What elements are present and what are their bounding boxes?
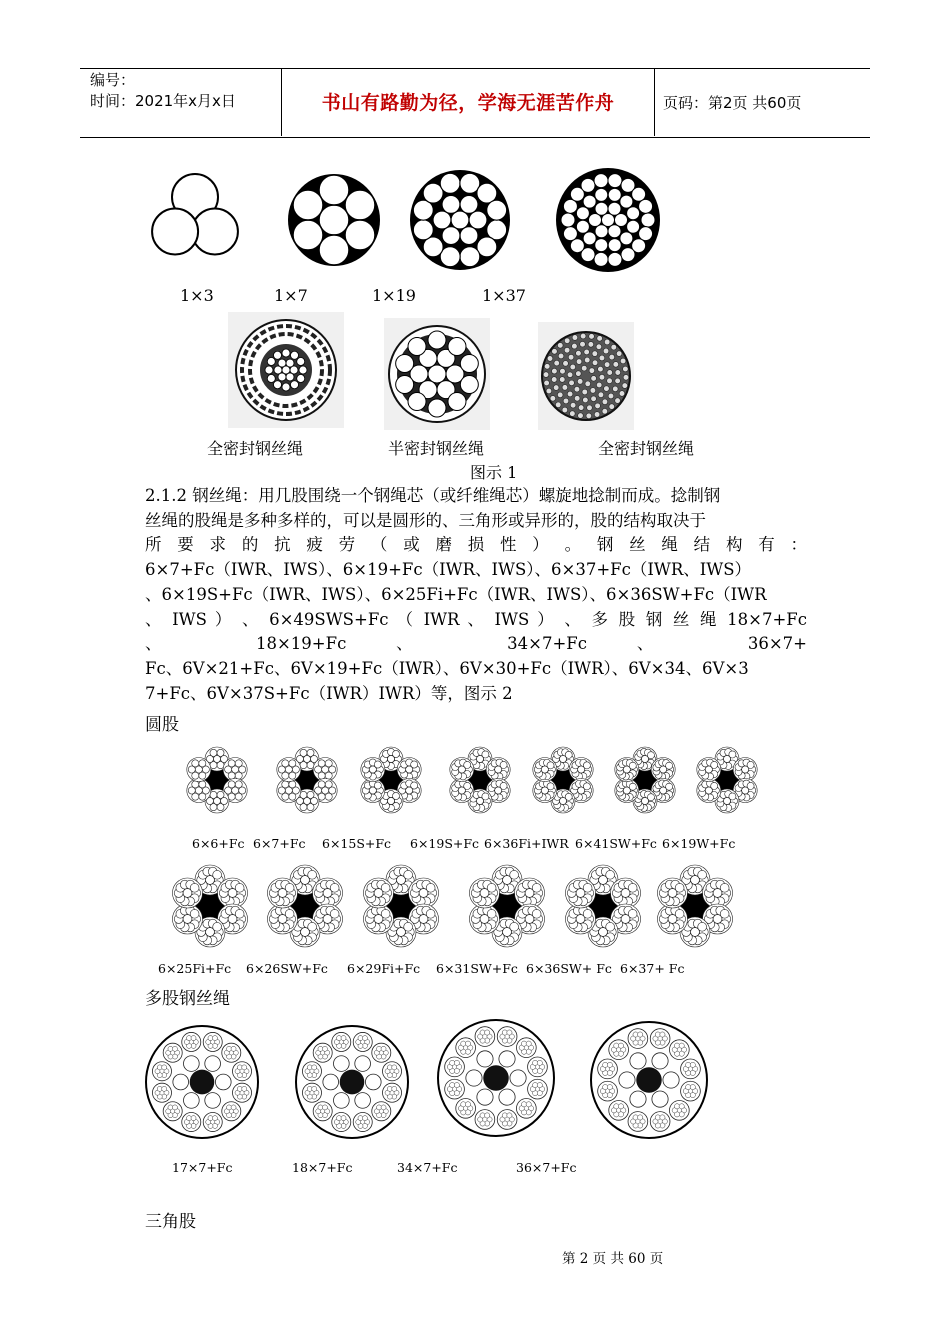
page-footer: 第 2 页 共 60 页 (562, 1251, 664, 1267)
half-sealed-rope-image (384, 318, 490, 430)
paragraph-line: 2.1.2 钢丝绳：用几股围绕一个钢绳芯（或纤维绳芯）螺旋地捻制而成。捻制钢 (145, 486, 721, 505)
figure1-caption: 图示 1 (470, 463, 518, 482)
header-motto: 书山有路勤为径，学海无涯苦作舟 (321, 92, 615, 114)
strand-1x37-diagram (556, 168, 660, 272)
label-1x3: 1×3 (180, 286, 214, 305)
header-divider (654, 68, 655, 136)
label-round-1: 6×6+Fc (192, 836, 245, 851)
label-round-8: 6×25Fi+Fc (158, 961, 232, 976)
label-1x19: 1×19 (372, 286, 416, 305)
label-multi-2: 18×7+Fc (292, 1160, 353, 1175)
paragraph-line: 7+Fc、6V×37S+Fc（IWR）IWR）等，图示 2 (145, 683, 513, 703)
time-label: 时间：2021年x月x日 (90, 92, 236, 110)
label-round-7: 6×19W+Fc (662, 836, 736, 851)
label-round-10: 6×29Fi+Fc (347, 961, 421, 976)
strand-1x7-diagram (288, 174, 380, 266)
paragraph-line: 所 要 求 的 抗 疲 劳 （ 或 磨 损 性 ） 。 钢 丝 绳 结 构 有 ： (145, 535, 807, 555)
label-full-sealed-2: 全密封钢丝绳 (598, 439, 695, 458)
paragraph-line: 、 18×19+Fc 、 34×7+Fc 、 36×7+ (145, 634, 807, 654)
paragraph-line: 、 IWS ） 、 6×49SWS+Fc （ IWR 、 IWS ） 、 多 股 钢 丝 绳 18×7+Fc (145, 609, 807, 629)
heading-triangle-strand: 三角股 (145, 1212, 196, 1232)
heading-multi-strand: 多股钢丝绳 (145, 989, 230, 1009)
label-1x7: 1×7 (274, 286, 308, 305)
round-strand-row2 (160, 858, 760, 954)
label-round-5: 6×36Fi+IWR (484, 836, 569, 851)
label-round-4: 6×19S+Fc (410, 836, 480, 851)
paragraph-line: 6×7+Fc（IWR、IWS）、6×19+Fc（IWR、IWS）、6×37+Fc（IWR、IWS） (145, 560, 752, 580)
label-round-11: 6×31SW+Fc (436, 961, 518, 976)
full-sealed-rope-image (228, 312, 344, 428)
header-left (90, 70, 236, 112)
label-round-2: 6×7+Fc (253, 836, 306, 851)
paragraph-line: Fc、6V×21+Fc、6V×19+Fc（IWR）、6V×30+Fc（IWR）、6V×34、6V×3 (145, 658, 749, 678)
paragraph-line: 、6×19S+Fc（IWR、IWS）、6×25Fi+Fc（IWR、IWS）、6×36SW+Fc（IWR (145, 584, 767, 604)
label-multi-4: 36×7+Fc (516, 1160, 577, 1175)
label-round-6: 6×41SW+Fc (575, 836, 657, 851)
simple-strand-figures (140, 160, 680, 280)
label-full-sealed: 全密封钢丝绳 (207, 439, 304, 458)
label-round-12: 6×36SW+ Fc (526, 961, 612, 976)
label-round-9: 6×26SW+Fc (246, 961, 328, 976)
label-round-13: 6×37+ Fc (620, 961, 685, 976)
heading-round-strand: 圆股 (145, 715, 179, 735)
label-half-sealed: 半密封钢丝绳 (388, 439, 485, 458)
label-round-3: 6×15S+Fc (322, 836, 392, 851)
full-sealed-rope-image-2 (538, 322, 634, 430)
paragraph-steel-rope (145, 484, 807, 706)
page-info: 页码：第2页 共60页 (663, 94, 802, 112)
strand-1x3-diagram (152, 174, 238, 255)
label-multi-1: 17×7+Fc (172, 1160, 233, 1175)
round-strand-row1 (175, 740, 775, 820)
multi-strand-figures (140, 1018, 730, 1148)
paragraph-line: 丝绳的股绳是多种多样的，可以是圆形的、三角形或异形的，股的结构取决于 (145, 510, 706, 530)
label-multi-3: 34×7+Fc (397, 1160, 458, 1175)
strand-1x19-diagram (410, 170, 510, 270)
number-label: 编号： (90, 71, 136, 89)
label-1x37: 1×37 (482, 286, 526, 305)
